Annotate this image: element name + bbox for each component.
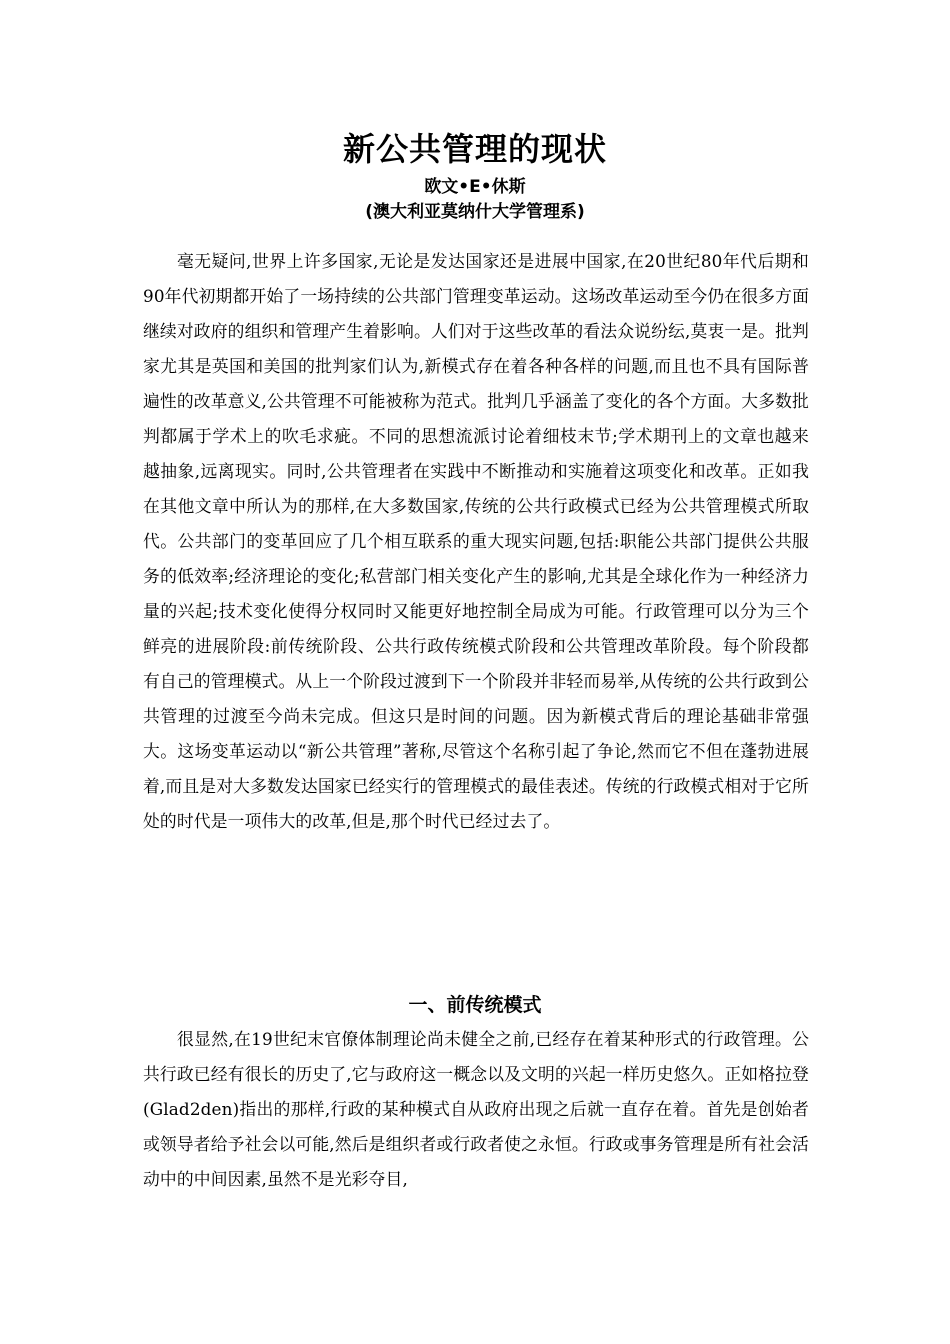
section-heading: 一、前传统模式 <box>408 994 542 1016</box>
document-title: 新公共管理的现状 <box>342 130 607 168</box>
intro-paragraph: 毫无疑问,世界上许多国家,无论是发达国家还是进展中国家,在20世纪80年代后期和90年代初期都开始了一场持续的公共部门管理变革运动。这场改革运动至今仍在很多方面继续对政府的组织和管理产生着影响。人们对于这些改革的看法众说纷纭,莫衷一是。批判家尤其是英国和美国的批判家们认为,新模式存在着各种各样的问题,而且也不具有国际普遍性的改革意义,公共管理不可能被称为范式。批判几乎涵盖了变化的各个方面。大多数批判都属于学术上的吹毛求疵。不同的思想流派讨论着细枝末节;学术期刊上的文章也越来越抽象,远离现实。同时,公共管理者在实践中不断推动和实施着这项变化和改革。正如我在其他文章中所认为的那样,在大多数国家,传统的公共行政模式已经为公共管理模式所取代。公共部门的变革回应了几个相互联系的重大现实问题,包括:职能公共部门提供公共服务的低效率;经济理论的变化;私营部门相关变化产生的影响,尤其是全球化作为一种经济力量的兴起;技术变化使得分权同时又能更好地控制全局成为可能。行政管理可以分为三个鲜亮的进展阶段:前传统阶段、公共行政传统模式阶段和公共管理改革阶段。每个阶段都有自己的管理模式。从上一个阶段过渡到下一个阶段并非轻而易举,从传统的公共行政到公共管理的过渡至今尚未完成。但这只是时间的问题。因为新模式背后的理论基础非常强大。这场变革运动以“新公共管理”著称,尽管这个名称引起了争论,然而它不但在蓬勃进展着,而且是对大多数发达国家已经实行的管理模式的最佳表述。传统的行政模式相对于它所处的时代是一项伟大的改革,但是,那个时代已经过去了。 <box>143 251 809 831</box>
author-affiliation: (澳大利亚莫纳什大学管理系) <box>365 202 585 222</box>
author-name: 欧文•E•休斯 <box>424 177 526 197</box>
section-paragraph: 很显然,在19世纪末官僚体制理论尚未健全之前,已经存在着某种形式的行政管理。公共行政已经有很长的历史了,它与政府这一概念以及文明的兴起一样历史悠久。正如格拉登(Glad2den)指出的那样,行政的某种模式自从政府出现之后就一直存在着。首先是创始者或领导者给予社会以可能,然后是组织者或行政者使之永恒。行政或事务管理是所有社会活动中的中间因素,虽然不是光彩夺目, <box>143 1029 809 1189</box>
